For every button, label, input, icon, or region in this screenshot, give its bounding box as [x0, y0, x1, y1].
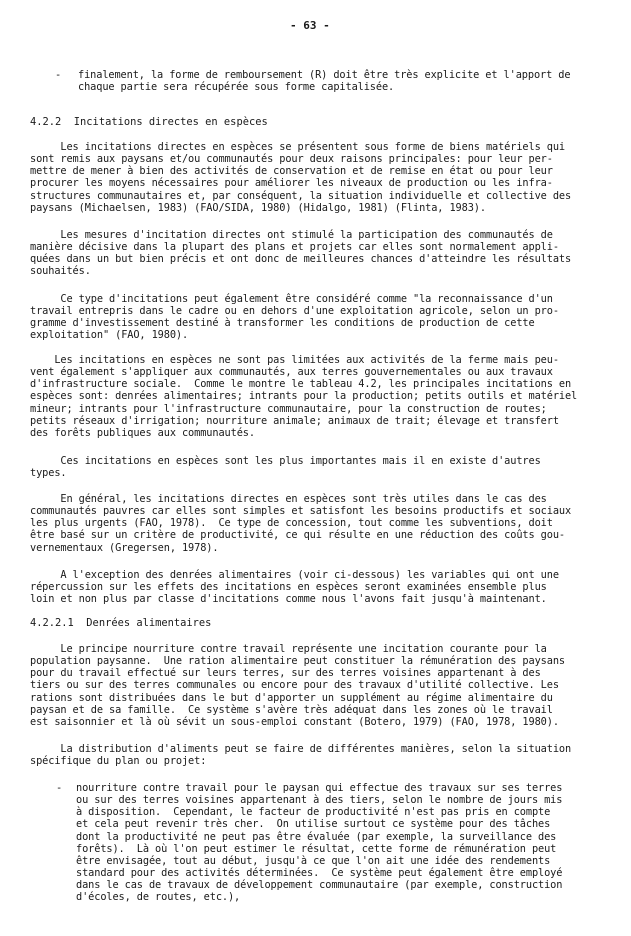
text-line: chaque partie sera récupérée sous forme capitalisée. — [78, 81, 395, 94]
text-line: A l'exception des denrées alimentaires (voir ci-dessous) les variables qui ont une — [30, 569, 559, 581]
text-line: loin et non plus par classe d'incitations comme nous l'avons fait jusqu'à maintenant. — [30, 593, 547, 606]
text-line: mineur; intrants pour l'infrastructure communautaire, pour la construction de routes; — [30, 402, 547, 415]
text-line: structures communautaires et, par conséquent, la situation individuelle et collective des — [30, 189, 572, 202]
text-line: finalement, la forme de remboursement (R) doit être très explicite et l'apport de — [78, 69, 571, 81]
paragraph — [30, 293, 559, 342]
text-line: quées dans un but bien précis et ont donc de meilleures chances d'atteindre les résultats — [30, 253, 572, 266]
text-line: Les incitations en espèces ne sont pas limitées aux activités de la ferme mais peu- — [30, 354, 559, 366]
text-line: exploitation" (FAO, 1980). — [30, 329, 189, 342]
text-line: Les mesures d'incitation directes ont stimulé la participation des communautés de — [30, 229, 553, 241]
paragraph — [30, 493, 571, 554]
text-line: Le principe nourriture contre travail représente une incitation courante pour la — [30, 643, 547, 655]
text-line: gramme d'investissement destiné à transformer les conditions de production de cette — [30, 317, 535, 330]
text-line: souhaités. — [30, 265, 91, 278]
bullet-text — [76, 782, 562, 904]
text-line: tiers ou sur des terres communales ou encore pour des travaux d'utilité collective. Les — [30, 679, 559, 692]
text-line: paysans (Michaelsen, 1983) (FAO/SIDA, 1980) (Hidalgo, 1981) (Flinta, 1983). — [30, 201, 486, 214]
text-line: espèces sont: denrées alimentaires; intrants pour la production; petits outils et matériel — [30, 390, 578, 403]
text-line: ou sur des terres voisines appartenant à des tiers, selon le nombre de jours mis — [76, 794, 563, 807]
text-line: des forêts publiques aux communautés. — [30, 426, 255, 439]
text-line: d'infrastructure sociale. Comme le montre le tableau 4.2, les principales incitations en — [30, 378, 572, 391]
page-number: - 63 - — [290, 19, 330, 32]
bullet-mark: - — [55, 69, 62, 81]
text-line: paysan et de sa famille. Ce système s'avère très adéquat dans les zones où le travail — [30, 703, 553, 716]
text-line: à disposition. Cependant, le facteur de productivité n'est pas pris en compte — [76, 806, 551, 819]
text-line: dont la productivité ne peut pas être évaluée (par exemple, la surveillance des — [76, 830, 557, 843]
text-line: En général, les incitations directes en espèces sont très utiles dans le cas des — [30, 493, 547, 505]
paragraph — [30, 229, 571, 278]
text-line: petits réseaux d'irrigation; nourriture animale; animaux de trait; élevage et transfert — [30, 414, 559, 427]
text-line: Ces incitations en espèces sont les plus importantes mais il en existe d'autres — [30, 455, 541, 467]
paragraph — [30, 569, 559, 605]
text-line: et cela peut revenir très cher. On utilise surtout ce système pour des tâches — [76, 818, 551, 831]
paragraph — [30, 643, 565, 728]
bullet-mark: - — [56, 782, 63, 794]
text-line: être basé sur un critère de productivité, ce qui résulte en une réduction des coûts gou- — [30, 529, 565, 542]
text-line: est saisonnier et là où sévit un sous-emploi constant (Botero, 1979) (FAO, 1978, 1980). — [30, 715, 559, 728]
text-line: répercussion sur les effets des incitations en espèces seront examinées ensemble plus — [30, 581, 547, 594]
paragraph — [30, 141, 571, 214]
text-line: La distribution d'aliments peut se faire de différentes manières, selon la situation — [30, 743, 572, 755]
text-line: d'écoles, de routes, etc.), — [76, 891, 241, 904]
text-line: nourriture contre travail pour le paysan qui effectue des travaux sur ses terres — [76, 782, 563, 794]
text-line: Ce type d'incitations peut également être considéré comme "la reconnaissance d'un — [30, 293, 553, 305]
text-line: procurer les moyens nécessaires pour améliorer les niveaux de production ou les infra- — [30, 177, 553, 190]
text-line: standard pour des activités déterminées. Ce système peut également être employé — [76, 867, 563, 880]
text-line: sont remis aux paysans et/ou communautés pour deux raisons principales: pour leur per- — [30, 153, 553, 166]
text-line: manière décisive dans la plupart des plans et projets car elles sont normalement appli- — [30, 241, 559, 254]
paragraph — [30, 743, 571, 767]
text-line: les plus urgents (FAO, 1978). Ce type de concession, tout comme les subventions, doit — [30, 517, 553, 530]
paragraph — [30, 455, 541, 479]
text-line: vent également s'appliquer aux communautés, aux terres gouvernementales ou aux travaux — [30, 366, 553, 379]
text-line: mettre de mener à bien des activités de conservation et de remise en état ou pour leur — [30, 165, 553, 178]
section-heading: 4.2.2 Incitations directes en espèces — [30, 116, 268, 128]
text-line: types. — [30, 467, 67, 480]
text-line: forêts). Là où l'on peut estimer le résultat, cette forme de rémunération peut — [76, 842, 557, 855]
text-line: Les incitations directes en espèces se présentent sous forme de biens matériels qui — [30, 141, 565, 153]
text-line: dans le cas de travaux de développement communautaire (par exemple, construction — [76, 879, 563, 892]
text-line: vernementaux (Gregersen, 1978). — [30, 541, 219, 554]
text-line: pour du travail effectué sur leurs terres, sur des terres voisines appartenant à des — [30, 667, 541, 680]
paragraph — [30, 354, 577, 439]
text-line: population paysanne. Une ration alimentaire peut constituer la rémunération des paysans — [30, 655, 565, 668]
text-line: rations sont distribuées dans le but d'apporter un supplément au régime alimentaire du — [30, 691, 553, 704]
text-line: communautés pauvres car elles sont simples et satisfont les besoins productifs et sociaux — [30, 505, 572, 518]
subsection-heading: 4.2.2.1 Denrées alimentaires — [30, 617, 212, 629]
text-line: travail entrepris dans le cadre ou en dehors d'une exploitation agricole, selon un pro- — [30, 305, 559, 318]
text-line: être envisagée, tout au début, jusqu'à ce que l'on ait une idée des rendements — [76, 854, 551, 867]
intro-bullet-text — [78, 69, 570, 93]
text-line: spécifique du plan ou projet: — [30, 755, 207, 768]
